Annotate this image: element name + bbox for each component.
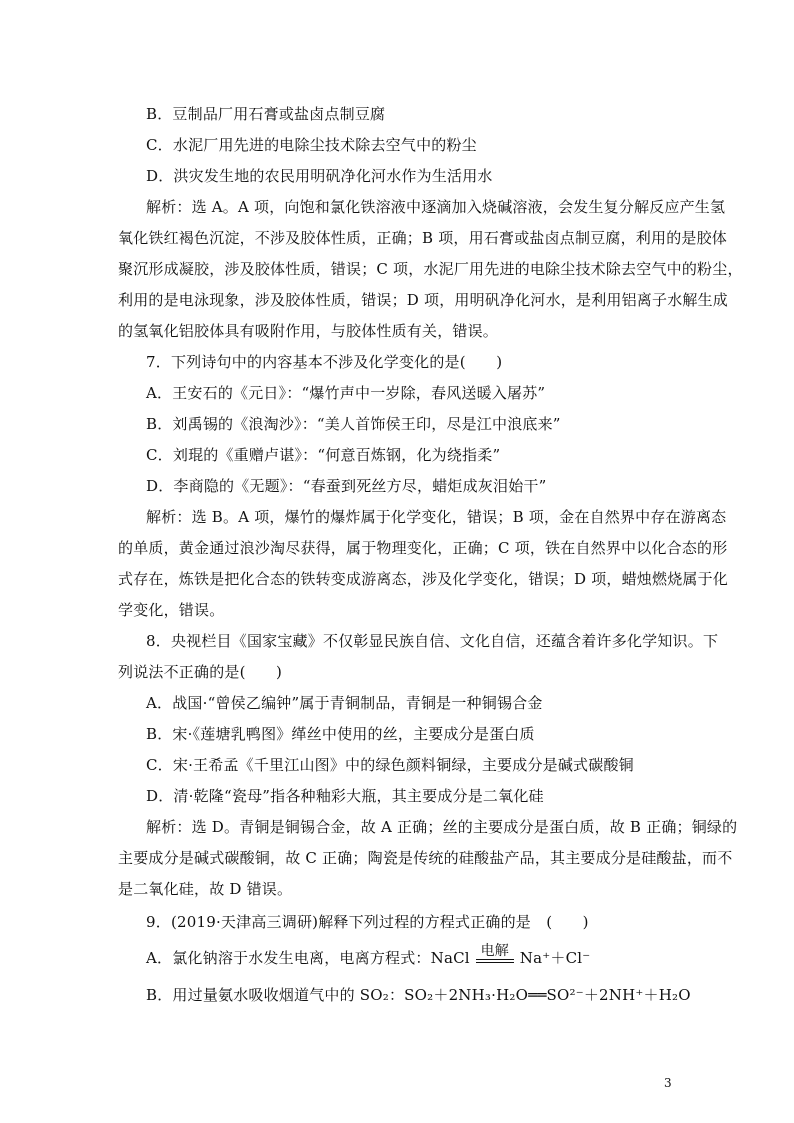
- q6-analysis-line: 解析：选 A。A 项，向饱和氯化铁溶液中逐滴加入烧碱溶液，会发生复分解反应产生氢: [146, 198, 726, 216]
- q6-analysis-line: 的氢氧化铝胶体具有吸附作用，与胶体性质有关，错误。: [118, 322, 499, 340]
- equals-bar: [476, 959, 514, 963]
- q7-analysis-line: 学变化，错误。: [118, 601, 225, 619]
- q8-stem-line: 8．央视栏目《国家宝藏》不仅彰显民族自信、文化自信，还蕴含着许多化学知识。下: [146, 632, 719, 650]
- q6-option-d: D．洪灾发生地的农民用明矾净化河水作为生活用水: [146, 167, 493, 185]
- q8-option-d: D．清·乾隆“瓷母”指各种釉彩大瓶，其主要成分是二氧化硅: [146, 787, 544, 805]
- q6-analysis-line: 氧化铁红褐色沉淀，不涉及胶体性质，正确；B 项，用石膏或盐卤点制豆腐，利用的是胶体: [118, 229, 727, 247]
- q7-stem: 7．下列诗句中的内容基本不涉及化学变化的是( ): [146, 353, 503, 371]
- q9-option-a-suffix: Na⁺＋Cl⁻: [519, 949, 591, 967]
- reaction-condition: [476, 943, 514, 963]
- q7-option-b: B．刘禹锡的《浪淘沙》：“美人首饰侯王印，尽是江中浪底来”: [146, 415, 561, 433]
- q6-option-b: B．豆制品厂用石膏或盐卤点制豆腐: [146, 105, 386, 123]
- q8-analysis-line: 主要成分是碱式碳酸铜，故 C 正确；陶瓷是传统的硅酸盐产品，其主要成分是硅酸盐，而不: [118, 849, 733, 867]
- q7-option-a: A．王安石的《元日》：“爆竹声中一岁除，春风送暖入屠苏”: [146, 384, 546, 402]
- q9-option-b: B．用过量氨水吸收烟道气中的 SO₂：SO₂＋2NH₃·H₂O══SO²⁻＋2NH⁺＋H₂O: [146, 986, 691, 1004]
- q8-option-c: C．宋·王希孟《千里江山图》中的绿色颜料铜绿，主要成分是碱式碳酸铜: [146, 756, 634, 774]
- q7-option-d: D．李商隐的《无题》：“春蚕到死丝方尽，蜡炬成灰泪始干”: [146, 477, 547, 495]
- q8-option-a: A．战国·“曾侯乙编钟”属于青铜制品，青铜是一种铜锡合金: [146, 694, 543, 712]
- q8-analysis-line: 是二氧化硅，故 D 错误。: [118, 880, 293, 898]
- q9-stem: 9．(2019·天津高三调研)解释下列过程的方程式正确的是 ( ): [146, 913, 589, 931]
- q6-analysis-line: 聚沉形成凝胶，涉及胶体性质，错误；C 项，水泥厂用先进的电除尘技术除去空气中的粉尘，: [118, 260, 743, 278]
- q7-option-c: C．刘琨的《重赠卢谌》：“何意百炼钢，化为绕指柔”: [146, 446, 501, 464]
- q7-analysis-line: 的单质，黄金通过浪沙淘尽获得，属于物理变化，正确；C 项，铁在自然界中以化合态的形: [118, 539, 728, 557]
- q7-analysis-line: 解析：选 B。A 项，爆竹的爆炸属于化学变化，错误；B 项，金在自然界中存在游离态: [146, 508, 727, 526]
- q8-analysis-line: 解析：选 D。青铜是铜锡合金，故 A 正确；丝的主要成分是蛋白质，故 B 正确；铜绿的: [146, 818, 738, 836]
- q8-stem-line: 列说法不正确的是( ): [118, 663, 283, 681]
- q6-option-c: C．水泥厂用先进的电除尘技术除去空气中的粉尘: [146, 136, 477, 154]
- q9-option-a-prefix: A．氯化钠溶于水发生电离，电离方程式：NaCl: [146, 949, 470, 967]
- page-number: 3: [664, 1076, 672, 1090]
- q7-analysis-line: 式存在，炼铁是把化合态的铁转变成游离态，涉及化学变化，错误；D 项，蜡烛燃烧属于化: [118, 570, 728, 588]
- q9-option-a: [146, 943, 591, 969]
- q8-option-b: B．宋·《莲塘乳鸭图》缂丝中使用的丝，主要成分是蛋白质: [146, 725, 535, 743]
- reaction-condition-text: 电解: [480, 943, 509, 959]
- q6-analysis-line: 利用的是电泳现象，涉及胶体性质，错误；D 项，用明矾净化河水，是利用铝离子水解生成: [118, 291, 728, 309]
